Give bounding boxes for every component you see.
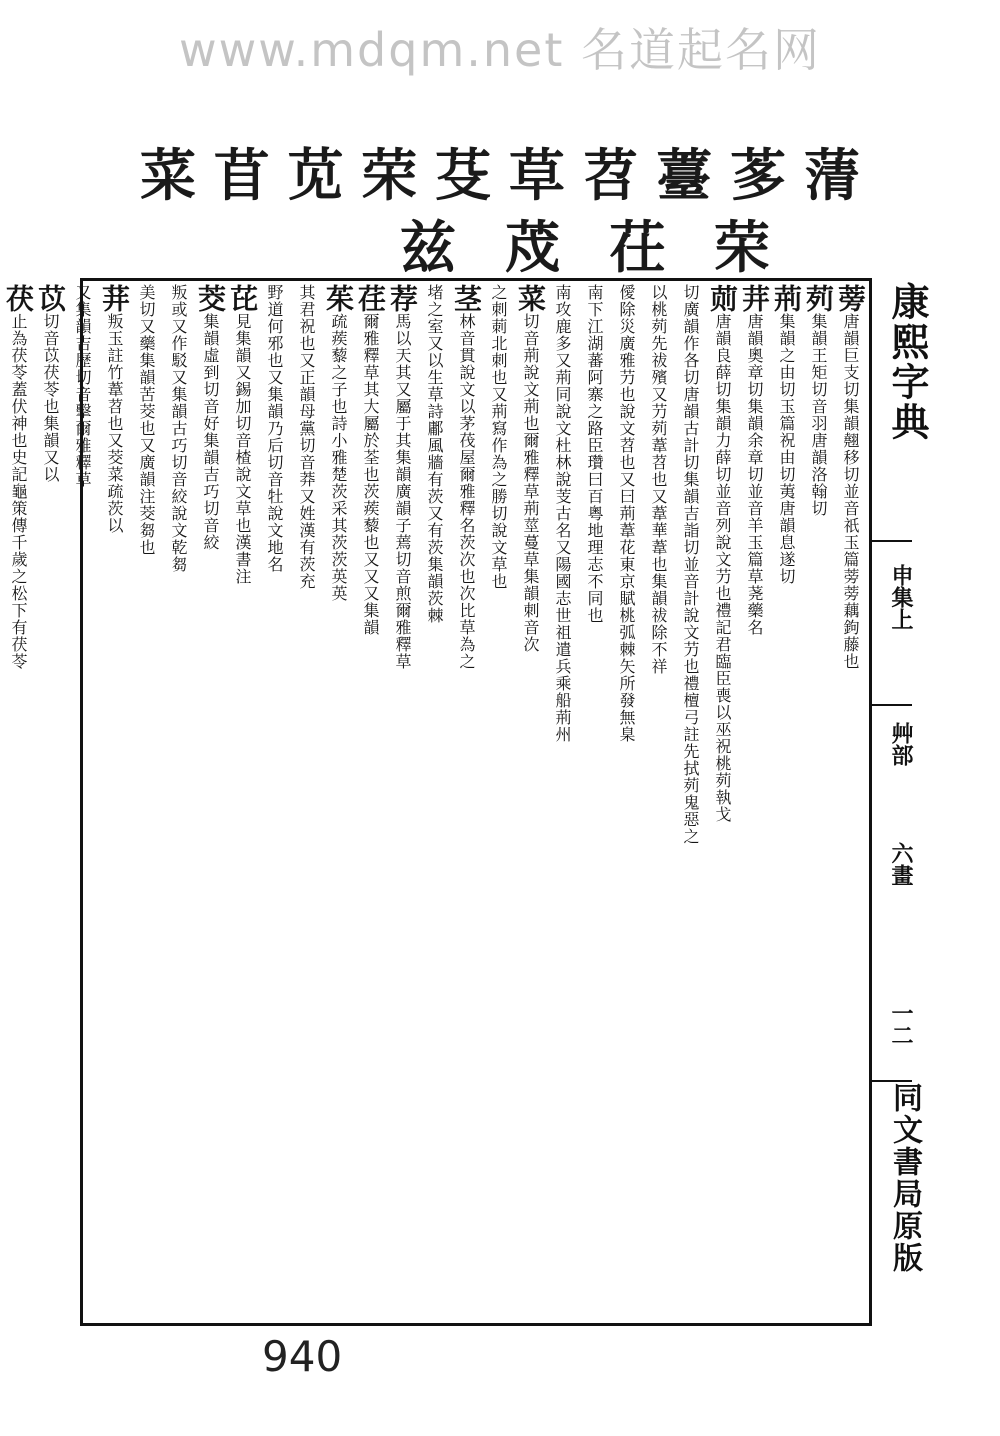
headword: 茭 [194,284,227,313]
entry-text: 野道何邪也又集韻乃后切音牡說文地名 [265,284,284,573]
text-column [226,284,258,1320]
text-column [194,284,226,1320]
text-column [418,284,450,1320]
entry-text: 美切又藥集韻苦茭也又廣韻注茭芻也 [137,284,156,556]
entry-text: 集韻之由切玉篇祝由切荑唐韻息遂切 [777,313,796,585]
entry-text: 見集韻又錫加切音楂說文草也漢書注 [233,313,252,585]
headword: 茱 [322,284,355,313]
stroke-count-label: 六畫 [888,842,914,886]
side-header [872,282,932,1322]
text-column [802,284,834,1320]
headword: 茢 [802,284,835,313]
seal-char: 荣 [713,215,770,281]
text-column [354,284,386,1320]
text-column [834,284,866,1320]
entry-text: 其君祝也又正韻母黨切音莽又姓漢有茨充 [297,284,316,590]
seal-char: 蔳 [803,143,860,209]
headword: 苡 [34,284,67,313]
text-column [2,284,34,1320]
entry-text: 堵之室又以生草詩鄘風牆有茨又有茨集韻茨棘 [425,284,444,624]
folio-number: 一二 [888,1002,914,1046]
text-column [770,284,802,1320]
entry-text: 唐韻奧章切集韻余章切並音羊玉篇草荛藥名 [745,313,764,636]
seal-char: 荣 [361,143,418,209]
seal-char: 薹 [656,143,713,209]
text-column [482,284,514,1320]
page-number: 940 [262,1332,343,1381]
text-column [66,284,98,1320]
seal-char: 菜 [140,143,196,209]
side-divider [872,540,912,542]
text-column [130,284,162,1320]
headword: 蒡 [834,284,867,313]
entry-text: 馬以天其又屬于其集韻廣韻子蔫切音煎爾雅釋草 [393,313,412,670]
watermark: www.mdqm.net 名道起名网 [178,23,822,77]
entry-text: 南攻鹿多又荊同說文杜林說芰古名又陽國志世祖遣兵乘船荊州 [553,284,572,743]
seal-char: 苜 [213,143,270,209]
text-column [322,284,354,1320]
entry-text: 林音貫說文以茅茷屋爾雅釋名茨次也次比草為之 [457,313,476,670]
entry-text: 之刺莿北刺也又荊寫作為之勝切說文草也 [489,284,508,590]
dictionary-columns [2,284,867,1320]
entry-text: 切音荊說文荊也爾雅釋草荊莖蔓草集韻刺音次 [521,313,540,653]
headword: 荏 [354,284,387,313]
section-label: 申集上 [888,564,914,630]
headword: 茯 [2,284,35,313]
entry-text: 爾雅釋草其大屬於荃也茨蒺藜也又又又集韻 [361,313,380,636]
headword: 茎 [450,284,483,313]
entry-text: 以桃茢先祓殯又芀茢葦苕也又葦華葦也集韻祓除不祥 [649,284,668,675]
seal-script-row-bottom [400,215,770,281]
entry-text: 唐韻良薛切集韻力薛切並音列說文芀也禮記君臨臣喪以巫祝桃茢執戈 [713,313,732,823]
entry-text: 集韻王矩切音羽唐韻洛翰切 [809,313,828,517]
seal-char: 苋 [287,143,344,209]
text-column [674,284,706,1320]
entry-text: 僾除災廣雅芀也說文苕也又曰荊葦花東京賦桃弧棘矢所發無臬 [617,284,636,743]
entry-text: 切廣韻作各切唐韻古計切集韻吉詣切並音計說文芀也禮檀弓註先拭茢鬼惡之 [681,284,700,845]
side-divider [872,1080,912,1082]
seal-char: 荗 [504,215,561,281]
text-column [578,284,610,1320]
headword: 荐 [386,284,419,313]
text-column [706,284,738,1320]
text-column [738,284,770,1320]
entry-text: 唐韻巨支切集韻翹移切並音祇玉篇蒡蒡藕鉤藤也 [841,313,860,670]
text-column [98,284,130,1320]
seal-script-row-top [140,143,860,209]
entry-text: 止為茯苓蓋伏神也史記龜策傳千歲之松下有茯苓 [9,313,28,670]
text-column [290,284,322,1320]
radical-label: 艸部 [888,722,914,766]
side-divider [872,704,912,706]
text-column [162,284,194,1320]
entry-text: 南下江湖蕃阿寨之路臣瓚曰百粵地理志不同也 [585,284,604,624]
text-column [642,284,674,1320]
text-column [546,284,578,1320]
book-title: 康熙字典 [885,282,930,442]
seal-char: 茌 [609,215,666,281]
text-column [514,284,546,1320]
entry-text: 疏蒺藜之子也詩小雅楚茨采其茨茨英英 [329,313,348,602]
text-column [386,284,418,1320]
seal-char: 草 [508,143,565,209]
seal-char: 芟 [435,143,492,209]
entry-text: 叛或又作駁又集韻古巧切音絞說文乾芻 [169,284,188,573]
entry-text: 切音苡茯苓也集韻又以 [41,313,60,483]
text-column [610,284,642,1320]
seal-char: 苕 [582,143,639,209]
headword: 芘 [226,284,259,313]
entry-text: 又集韻吉歷切音擊爾雅釋草 [73,284,92,488]
headword: 荊 [770,284,803,313]
publisher-label: 同文書局原版 [887,1082,922,1274]
text-column [450,284,482,1320]
headword: 菜 [514,284,547,313]
headword: 荝 [706,284,739,313]
entry-text: 集韻虛到切音好集韻吉巧切音絞 [201,313,220,551]
text-column [258,284,290,1320]
headword: 荓 [98,284,131,313]
text-column [34,284,66,1320]
seal-char: 兹 [400,215,456,281]
headword: 茾 [738,284,771,313]
entry-text: 叛玉註竹葦苕也又茭菜疏茨以 [105,313,124,534]
seal-char: 茤 [730,143,787,209]
